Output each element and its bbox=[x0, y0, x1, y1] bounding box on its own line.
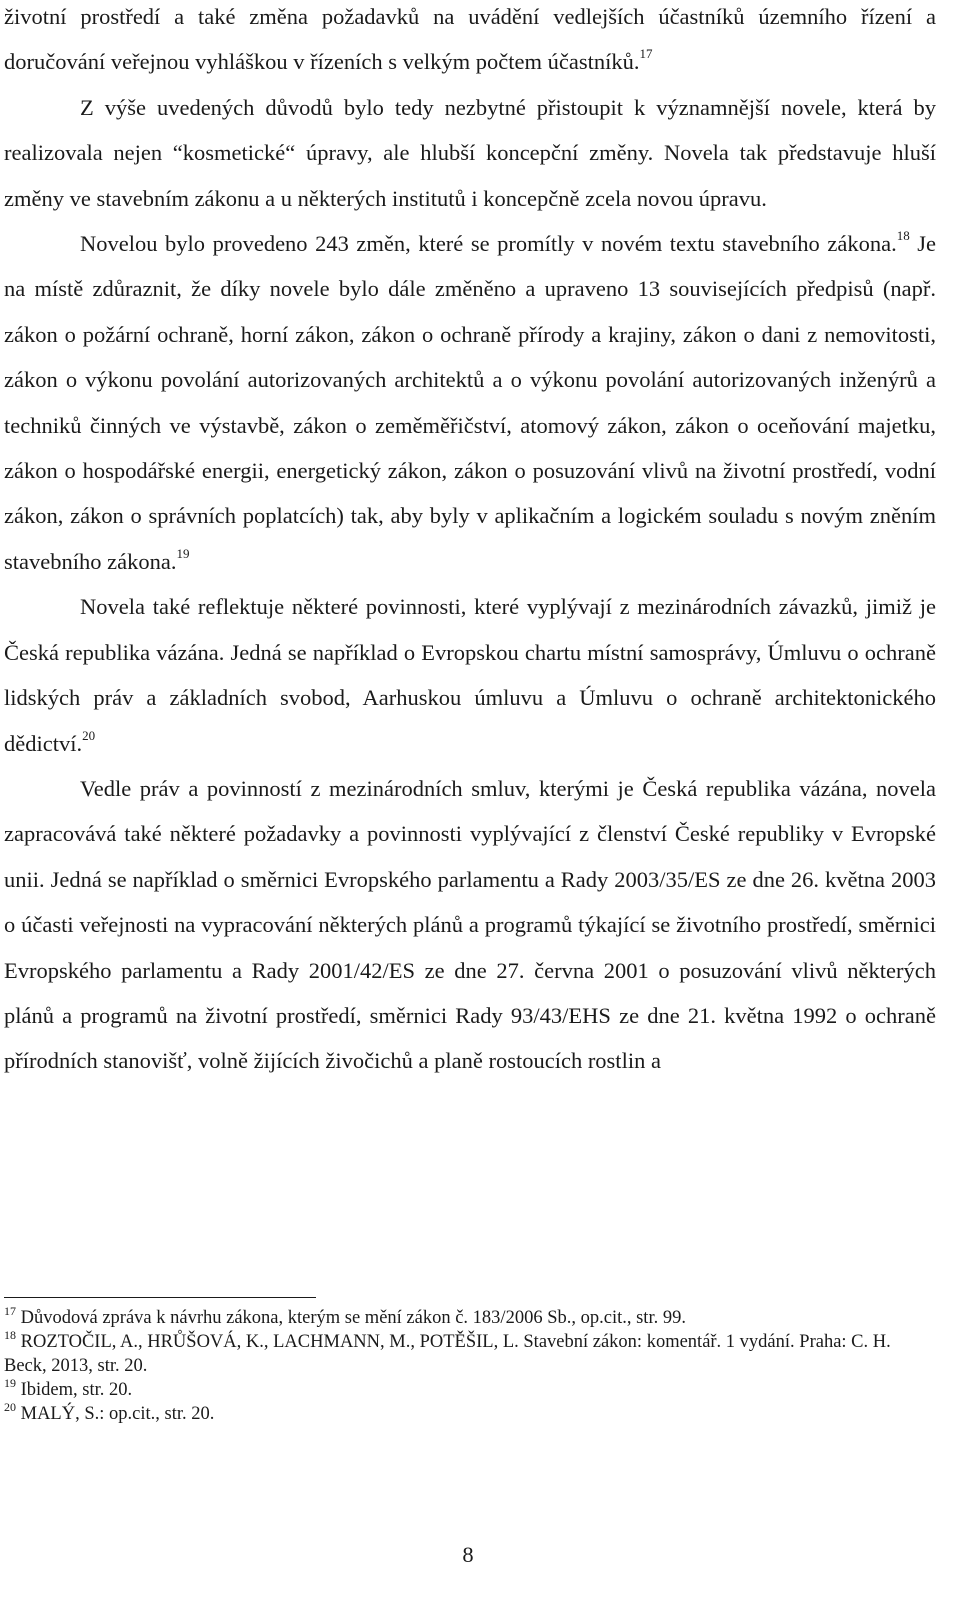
footnotes bbox=[4, 1306, 904, 1426]
paragraph-5 bbox=[4, 766, 936, 1084]
footnote-ref-19: 19 bbox=[176, 545, 190, 561]
page-number: 8 bbox=[462, 1542, 474, 1567]
footnote-ref-18: 18 bbox=[896, 228, 910, 244]
paragraph-text: Vedle práv a povinností z mezinárodních smluv, kterými je Česká republika vázána, novela zapracovává také některé požadavky a povinnosti vyplývající z členství České republiky v Evropské unii. Jedná se například o směrnici Evropského parlamentu a Rady 2003/35/ES ze dne 26. května 2003 o účasti veřejnosti na vypracování některých plánů a programů týkající se životního prostředí, směrnici Evropského parlamentu a Rady 2001/42/ES ze dne 27. června 2001 o posuzování vlivů některých plánů a programů na životní prostředí, směrnici Rady 93/43/EHS ze dne 21. května 1992 o ochraně přírodních stanovišť, volně žijících živočichů a planě rostoucích rostlin a bbox=[4, 775, 936, 1074]
footnote-text: ROZTOČIL, A., HRŮŠOVÁ, K., LACHMANN, M., POTĚŠIL, L. Stavební zákon: komentář. 1 vydání. Praha: C. H. Beck, 2013, str. 20. bbox=[4, 1332, 891, 1376]
footnote-text: MALÝ, S.: op.cit., str. 20. bbox=[20, 1404, 215, 1424]
footnote-number: 19 bbox=[4, 1376, 16, 1390]
paragraph-2 bbox=[4, 85, 936, 221]
paragraph-3 bbox=[4, 221, 936, 584]
footnote-18 bbox=[4, 1330, 904, 1378]
paragraph-text: Novelou bylo provedeno 243 změn, které se promítly v novém textu stavebního zákona. bbox=[80, 231, 897, 257]
footnote-text: Ibidem, str. 20. bbox=[20, 1380, 133, 1400]
paragraph-text-continued: Je na místě zdůraznit, že díky novele bylo dále změněno a upraveno 13 souvisejících předpisů (např. zákon o požární ochraně, horní zákon, zákon o ochraně přírody a krajiny, zákon o dani z nemovitosti, zákon o výkonu povolání autorizovaných architektů a o výkonu povolání autorizovaných inženýrů a techniků činných ve výstavbě, zákon o zeměměřičství, atomový zákon, zákon o oceňování majetku, zákon o hospodářské energii, energetický zákon, zákon o posuzování vlivů na životní prostředí, vodní zákon, zákon o správních poplatcích) tak, aby byly v aplikačním a logickém souladu s novým zněním stavebního zákona. bbox=[4, 231, 936, 574]
body-text bbox=[4, 0, 936, 1084]
paragraph-text: Z výše uvedených důvodů bylo tedy nezbytné přistoupit k významnější novele, která by realizovala nejen “kosmetické“ úpravy, ale hlubší koncepční změny. Novela tak představuje hluší změny ve stavebním zákonu a u některých institutů i koncepčně zcela novou úpravu. bbox=[4, 94, 936, 211]
paragraph-text: životní prostředí a také změna požadavků na uvádění vedlejších účastníků územního řízení a doručování veřejnou vyhláškou v řízeních s velkým počtem účastníků. bbox=[4, 4, 936, 75]
paragraph-1 bbox=[4, 0, 936, 85]
paragraph-text: Novela také reflektuje některé povinnosti, které vyplývají z mezinárodních závazků, jimiž je Česká republika vázána. Jedná se například o Evropskou chartu místní samosprávy, Úmluvu o ochraně lidských práv a základních svobod, Aarhuskou úmluvu a Úmluvu o ochraně architektonického dědictví. bbox=[4, 594, 936, 756]
footnote-separator bbox=[4, 1297, 316, 1298]
footnote-ref-20: 20 bbox=[82, 727, 96, 743]
footnote-ref-17: 17 bbox=[639, 46, 653, 62]
footnote-20 bbox=[4, 1402, 904, 1426]
paragraph-4 bbox=[4, 584, 936, 766]
footnote-17 bbox=[4, 1306, 904, 1330]
footnote-number: 18 bbox=[4, 1328, 16, 1342]
footnote-number: 20 bbox=[4, 1400, 16, 1414]
footnote-text: Důvodová zpráva k návrhu zákona, kterým se mění zákon č. 183/2006 Sb., op.cit., str. 99. bbox=[20, 1308, 686, 1328]
footnote-number: 17 bbox=[4, 1304, 16, 1318]
footnote-19 bbox=[4, 1378, 904, 1402]
